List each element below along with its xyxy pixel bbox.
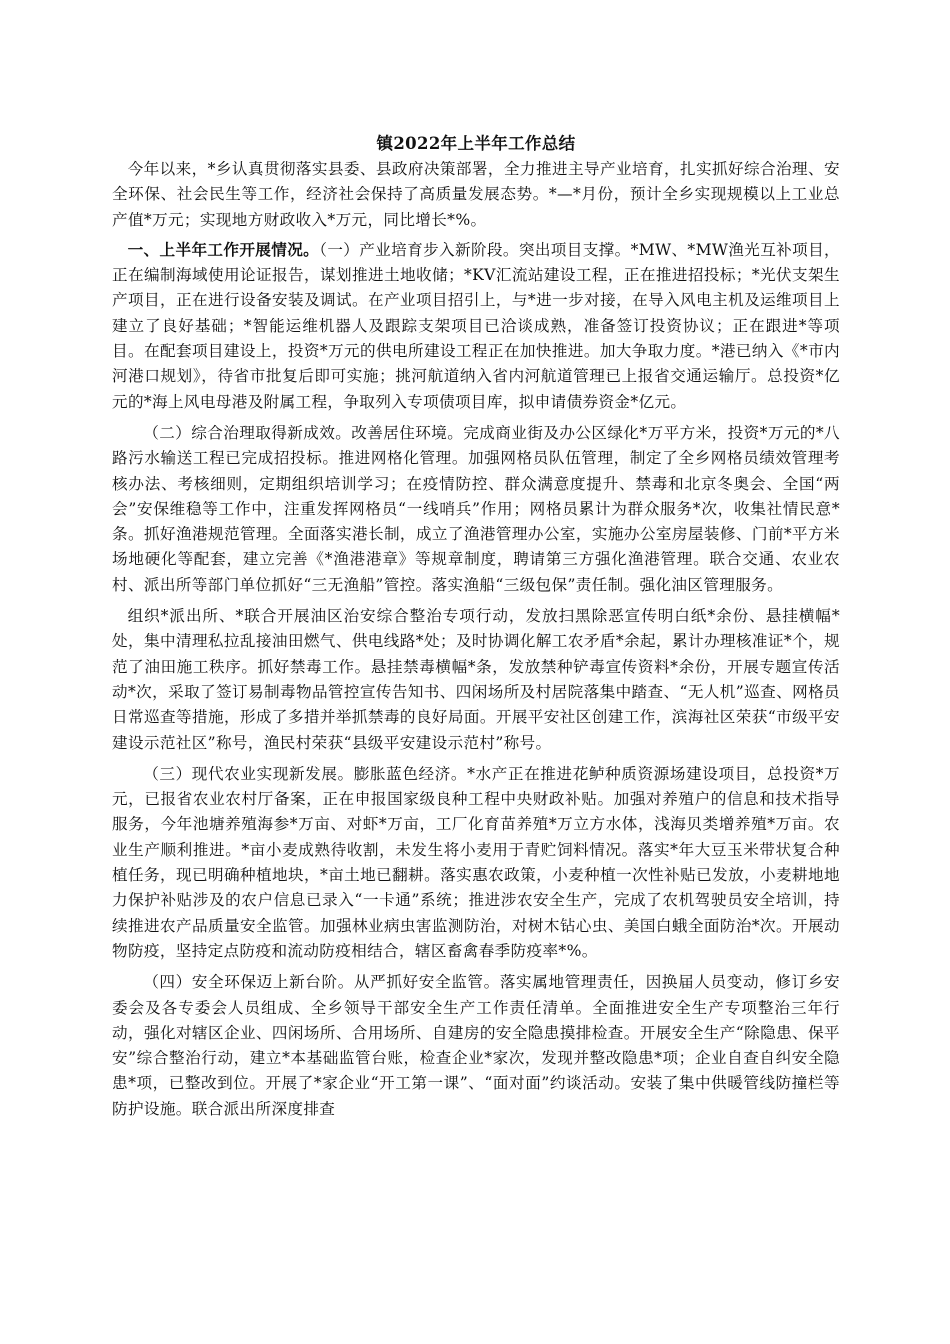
intro-paragraph: 今年以来，*乡认真贯彻落实县委、县政府决策部署，全力推进主导产业培育，扎实抓好综合治理、安全环保、社会民生等工作，经济社会保持了高质量发展态势。*—*月份，预计全乡实现规模以上工业总产值*万元；实现地方财政收入*万元，同比增长*%。 [112, 160, 840, 229]
section-2-paragraph: （二）综合治理取得新成效。改善居住环境。完成商业街及办公区绿化*万平方米，投资*万元的*八路污水输送工程已完成招投标。推进网格化管理。加强网格员队伍管理，制定了全乡网格员绩效管理考核办法、考核细则，定期组织培训学习；在疫情防控、群众满意度提升、禁毒和北京冬奥会、全国“两会”安保维稳等工作中，注重发挥网格员“一线哨兵”作用；网格员累计为群众服务*次，收集社情民意*条。抓好渔港规范管理。全面落实港长制，成立了渔港管理办公室，实施办公室房屋装修、门前*平方米场地硬化等配套，建立完善《*渔港港章》等规章制度，聘请第三方强化渔港管理。联合交通、农业农村、派出所等部门单位抓好“三无渔船”管控。落实渔船“三级包保”责任制。强化油区管理服务。 [112, 423, 840, 594]
document-title: 镇2022年上半年工作总结 [376, 134, 576, 153]
document-page [112, 128, 840, 1128]
section-1-heading: 一、上半年工作开展情况。 [127, 239, 320, 259]
section-1-paragraph [112, 237, 840, 415]
section-4-paragraph: （四）安全环保迈上新台阶。从严抓好安全监管。落实属地管理责任，因换届人员变动，修订乡安委会及各专委会人员组成、全乡领导干部安全生产工作责任清单。全面推进安全生产专项整治三年行动，强化对辖区企业、四闲场所、合用场所、自建房的安全隐患摸排检查。开展安全生产“除隐患、保平安”综合整治行动，建立*本基础监管台账，检查企业*家次，发现并整改隐患*项；企业自查自纠安全隐患*项，已整改到位。开展了*家企业“开工第一课”、“面对面”约谈活动。安装了集中供暖管线防撞栏等防护设施。联合派出所深度排查 [112, 973, 840, 1118]
section-2-continued-paragraph: 组织*派出所、*联合开展油区治安综合整治专项行动，发放扫黑除恶宣传明白纸*余份、悬挂横幅*处，集中清理私拉乱接油田燃气、供电线路*处；及时协调化解工农矛盾*余起，累计办理核准证*个，规范了油田施工秩序。抓好禁毒工作。悬挂禁毒横幅*条，发放禁种铲毒宣传资料*余份，开展专题宣传活动*次，采取了签订易制毒物品管控宣传告知书、四闲场所及村居院落集中踏查、“无人机”巡查、网格员日常巡查等措施，形成了多措并举抓禁毒的良好局面。开展平安社区创建工作，滨海社区荣获“市级平安建设示范社区”称号，渔民村荣获“县级平安建设示范村”称号。 [112, 607, 840, 752]
section-1-text: （一）产业培育步入新阶段。突出项目支撑。*MW、*MW渔光互补项目，正在编制海域使用论证报告，谋划推进土地收储；*KV汇流站建设工程，正在推进招投标；*光伏支架生产项目，正在进行设备安装及调试。在产业项目招引上，与*进一步对接，在导入风电主机及运维项目上建立了良好基础；*智能运维机器人及跟踪支架项目已洽谈成熟，准备签订投资协议；正在跟进*等项目。在配套项目建设上，投资*万元的供电所建设工程正在加快推进。加大争取力度。*港已纳入《*市内河港口规划》，待省市批复后即可实施；挑河航道纳入省内河航道管理已上报省交通运输厅。总投资*亿元的*海上风电母港及附属工程，争取列入专项债项目库，拟申请债券资金*亿元。 [112, 240, 841, 411]
section-3-paragraph: （三）现代农业实现新发展。膨胀蓝色经济。*水产正在推进花鲈种质资源场建设项目，总投资*万元，已报省农业农村厅备案，正在申报国家级良种工程中央财政补贴。加强对养殖户的信息和技术指导服务，今年池塘养殖海参*万亩、对虾*万亩，工厂化育苗养殖*万立方水体，浅海贝类增养殖*万亩。农业生产顺利推进。*亩小麦成熟待收割，未发生将小麦用于青贮饲料情况。落实*年大豆玉米带状复合种植任务，现已明确种植地块，*亩土地已翻耕。落实惠农政策，小麦种植一次性补贴已发放，小麦耕地地力保护补贴涉及的农户信息已录入“一卡通”系统；推进涉农安全生产，完成了农机驾驶员安全培训，持续推进农产品质量安全监管。加强林业病虫害监测防治，对树木钻心虫、美国白蛾全面防治*次。开展动物防疫，坚持定点防疫和流动防疫相结合，辖区畜禽春季防疫率*%。 [112, 764, 840, 960]
